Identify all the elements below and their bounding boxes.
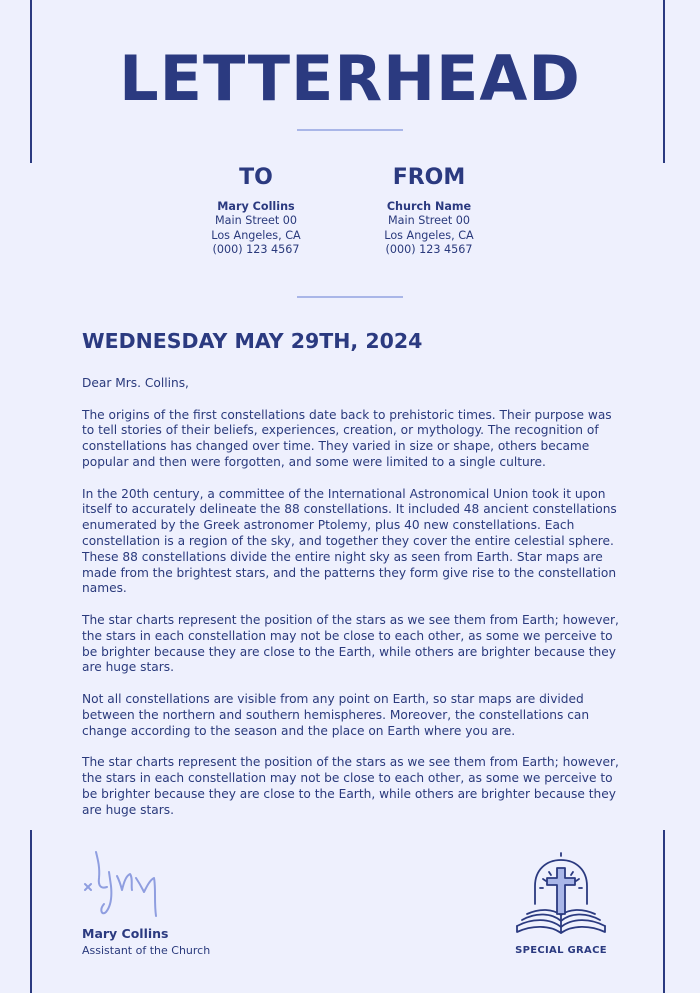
church-bible-cross-icon — [512, 852, 610, 940]
divider-bottom — [297, 296, 403, 298]
letter-paragraph: The star charts represent the position of the stars as we see them from Earth; however, the stars in each constellation may not be close to each other, as some we perceive to be brighter because they are close to the Earth, while others are brighter because they are huge stars. — [82, 612, 619, 675]
letterhead-title: LETTERHEAD — [119, 42, 581, 115]
divider-top — [297, 129, 403, 131]
to-heading: TO — [239, 165, 273, 190]
sender-phone: (000) 123 4567 — [385, 243, 473, 257]
sender-street: Main Street 00 — [387, 214, 471, 228]
recipient-block — [176, 165, 336, 258]
signer-name: Mary Collins — [82, 926, 169, 941]
sender-name: Church Name — [386, 200, 472, 213]
recipient-name: Mary Collins — [217, 200, 295, 213]
from-heading: FROM — [392, 165, 466, 190]
letter-paragraph: In the 20th century, a committee of the International Astronomical Union took it upon itself to accurately delineate the 88 constellations. It included 48 ancient constellations enumerated by the Greek astronomer Ptolemy, plus 40 new constellations. Each constellation is a region of the sky, and together they cover the entire celestial sphere. These 88 constellations divide the entire night sky as seen from Earth. Star maps are made from the brightest stars, and the patterns they form give rise to the constellation names. — [82, 486, 617, 596]
letter-paragraph: The origins of the first constellations date back to prehistoric times. Their purpose was to tell stories of their beliefs, experiences, creation, or mythology. The recognition of constellations has changed over time. They varied in size or shape, others became popular and then were forgotten, and some were limited to a single culture. — [82, 407, 612, 469]
letter-paragraph: The star charts represent the position of the stars as we see them from Earth; however, the stars in each constellation may not be close to each other, as some we perceive to be brighter because they are close to the Earth, while others are brighter because they are huge stars. — [82, 755, 619, 817]
letter-date: WEDNESDAY MAY 29TH, 2024 — [82, 329, 423, 353]
frame-line-bottom-left — [30, 830, 32, 993]
recipient-street: Main Street 00 — [214, 214, 298, 228]
logo-text: SPECIAL GRACE — [515, 945, 607, 956]
signature-image — [82, 848, 162, 923]
signer-role: Assistant of the Church — [82, 944, 211, 957]
letter-paragraph: Not all constellations are visible from any point on Earth, so star maps are divided between the northern and southern hemispheres. Moreover, the constellations can change according to the season and the place on Earth where you are. — [82, 691, 590, 738]
letter-greeting: Dear Mrs. Collins, — [82, 376, 189, 390]
letter-body — [82, 376, 622, 834]
recipient-phone: (000) 123 4567 — [212, 243, 300, 257]
recipient-city: Los Angeles, CA — [211, 228, 301, 242]
sender-block — [349, 165, 509, 258]
frame-line-bottom-right — [663, 830, 665, 993]
sender-city: Los Angeles, CA — [384, 228, 474, 242]
